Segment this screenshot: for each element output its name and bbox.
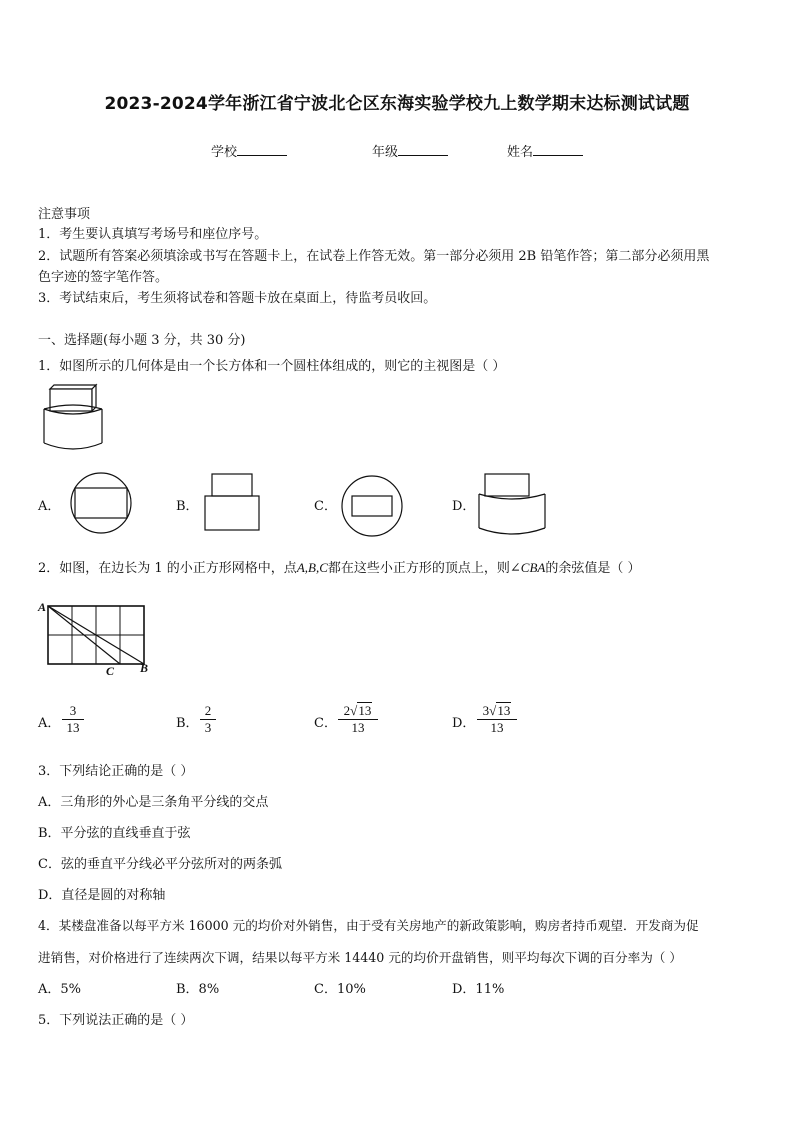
q1-option-c-label[interactable]: C． [314, 499, 337, 514]
school-label: 学校 [211, 145, 238, 160]
q2-option-c-radicand: 13 [358, 703, 372, 718]
q1-option-b-figure[interactable] [203, 472, 261, 532]
q2-option-d-radicand: 13 [497, 703, 511, 718]
q2-option-b-numerator: 2 [200, 703, 216, 720]
q2-stem-points: A,B,C [296, 560, 328, 575]
q2-point-b-label: B [140, 661, 149, 675]
q2-stem-mid: 都在这些小正方形的顶点上，则∠ [327, 561, 521, 576]
q3-option-a[interactable]: A．三角形的外心是三条角平分线的交点 [38, 795, 269, 810]
q5-stem: 5．下列说法正确的是（ ） [38, 1013, 194, 1028]
q4-option-c[interactable]: C．10% [314, 982, 366, 997]
q3-stem: 3．下列结论正确的是（ ） [38, 764, 194, 779]
note-item: 2．试题所有答案必须填涂或书写在答题卡上，在试卷上作答无效。第一部分必须用 2B 铅笔作答；第二部分必须用黑 [38, 249, 710, 264]
q2-option-d-coef: 3 [482, 703, 490, 718]
name-label: 姓名 [507, 145, 534, 160]
q2-stem-angle: CBA [520, 560, 546, 575]
q1-option-a-figure[interactable] [68, 470, 134, 536]
grade-field [372, 141, 448, 160]
q2-option-c-label[interactable]: C． [314, 716, 337, 731]
note-item: 3．考试结束后，考生须将试卷和答题卡放在桌面上，待监考员收回。 [38, 291, 437, 306]
notes-heading: 注意事项 [38, 207, 91, 222]
q2-grid-svg [36, 600, 156, 680]
q1-option-d-figure[interactable] [476, 472, 548, 540]
school-blank [237, 143, 287, 156]
q2-option-c-sqrt: √13 [350, 703, 372, 718]
q4-option-a[interactable]: A．5% [38, 982, 82, 997]
q2-option-d-sqrt: √13 [489, 703, 511, 718]
name-field [507, 141, 583, 160]
q2-option-d-fraction[interactable] [477, 703, 517, 736]
q1-option-d-label[interactable]: D． [452, 499, 476, 514]
q3-option-d[interactable]: D．直径是圆的对称轴 [38, 888, 166, 903]
q2-option-b-label[interactable]: B． [176, 716, 199, 731]
q1-option-a-label[interactable]: A． [38, 499, 61, 514]
q2-option-a-fraction[interactable] [62, 703, 84, 736]
q2-option-b-fraction[interactable] [200, 703, 216, 736]
q2-stem-post: 的余弦值是（ ） [545, 561, 641, 576]
name-blank [533, 143, 583, 156]
q4-stem-line1: 4．某楼盘准备以每平方米 16000 元的均价对外销售，由于受有关房地产的新政策影响，购房者持币观望．开发商为促 [38, 918, 699, 933]
q1-option-c-figure[interactable] [340, 474, 404, 538]
q2-stem-pre: 2．如图，在边长为 1 的小正方形网格中，点 [38, 561, 297, 576]
note-item: 色字迹的签字笔作答。 [38, 270, 169, 285]
q2-option-c-numerator [338, 703, 378, 720]
q3-option-c[interactable]: C．弦的垂直平分线必平分弦所对的两条弧 [38, 857, 282, 872]
q2-option-c-fraction[interactable] [338, 703, 378, 736]
q2-option-c-coef: 2 [343, 703, 351, 718]
q2-option-d-numerator [477, 703, 517, 720]
q4-stem-line2: 进销售，对价格进行了连续两次下调，结果以每平方米 14440 元的均价开盘销售，则平均每次下调的百分率为（ ） [38, 950, 682, 965]
q2-grid-figure [36, 600, 156, 680]
q4-option-d[interactable]: D．11% [452, 982, 505, 997]
page-title: 2023-2024学年浙江省宁波北仑区东海实验学校九上数学期末达标测试试题 [104, 94, 690, 114]
grade-label: 年级 [372, 145, 399, 160]
q2-option-d-label[interactable]: D． [452, 716, 476, 731]
q2-point-a-label: A [38, 600, 47, 614]
q2-option-a-label[interactable]: A． [38, 716, 61, 731]
section-heading: 一、选择题(每小题 3 分，共 30 分) [38, 333, 246, 348]
q2-option-a-numerator: 3 [62, 703, 84, 720]
q2-option-a-denominator: 13 [66, 720, 80, 735]
q2-stem [38, 557, 640, 576]
q2-option-b-denominator: 3 [204, 720, 212, 735]
q1-option-b-label[interactable]: B． [176, 499, 199, 514]
note-item: 1．考生要认真填写考场号和座位序号。 [38, 227, 268, 242]
q1-stem: 1．如图所示的几何体是由一个长方体和一个圆柱体组成的，则它的主视图是（ ） [38, 359, 506, 374]
school-field [211, 141, 287, 160]
q4-option-b[interactable]: B．8% [176, 982, 220, 997]
q2-option-c-denominator: 13 [351, 720, 365, 735]
q2-point-c-label: C [106, 664, 115, 678]
grade-blank [398, 143, 448, 156]
q2-option-d-denominator: 13 [490, 720, 504, 735]
q3-option-b[interactable]: B．平分弦的直线垂直于弦 [38, 826, 191, 841]
q1-solid-figure [40, 383, 106, 455]
